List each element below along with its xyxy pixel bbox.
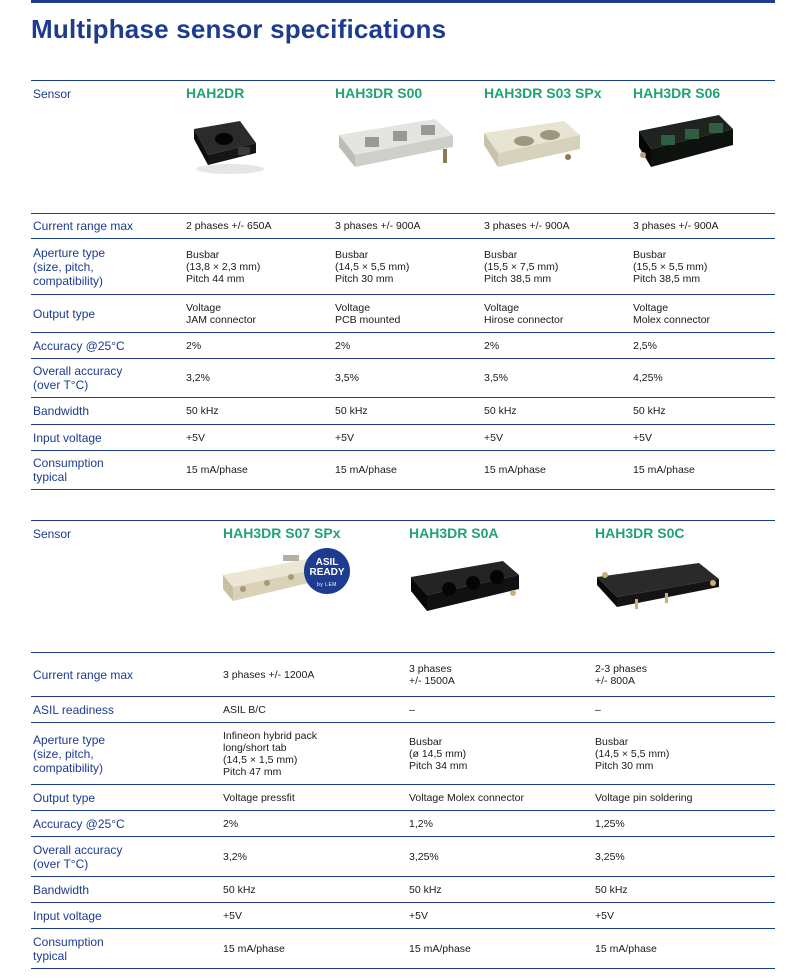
model-name: HAH3DR S03 SPx: [484, 85, 602, 101]
row-current-range: [31, 214, 775, 239]
cell: 15 mA/phase: [631, 451, 775, 490]
cell: +5V: [631, 425, 775, 451]
sensor-col-s0a: [407, 521, 593, 653]
model-name: HAH2DR: [186, 85, 245, 101]
cell: 50 kHz: [221, 877, 407, 903]
cell: +5V: [221, 903, 407, 929]
row-aperture-type: [31, 723, 775, 785]
cell: Voltage pin soldering: [593, 785, 775, 811]
row-label: Consumption typical: [31, 929, 221, 969]
cell: 3,5%: [333, 359, 482, 398]
top-rule: [31, 0, 775, 3]
page-title: Multiphase sensor specifications: [31, 14, 447, 44]
row-label: Consumption typical: [31, 451, 184, 490]
cell: ASIL B/C: [221, 697, 407, 723]
row-label: Bandwidth: [31, 398, 184, 425]
sensor-row: [31, 521, 775, 653]
spec-table-2: [31, 520, 775, 969]
row-label: Input voltage: [31, 903, 221, 929]
sensor-col-hah2dr: [184, 81, 333, 214]
asil-ready-badge: ASIL READY by LEM: [304, 548, 350, 594]
row-input-voltage: [31, 903, 775, 929]
row-label: Bandwidth: [31, 877, 221, 903]
hah2dr-sensor-image: [186, 109, 333, 179]
sensor-col-s03spx: [482, 81, 631, 214]
cell: 50 kHz: [333, 398, 482, 425]
row-aperture-type: [31, 239, 775, 295]
row-input-voltage: [31, 425, 775, 451]
cell: Voltage PCB mounted: [333, 295, 482, 333]
cell: 3 phases +/- 1200A: [221, 653, 407, 697]
cell: 15 mA/phase: [221, 929, 407, 969]
cell: 3 phases +/- 900A: [333, 214, 482, 239]
cell: Busbar (15,5 × 7,5 mm) Pitch 38,5 mm: [482, 239, 631, 295]
cell: Voltage pressfit: [221, 785, 407, 811]
model-name: HAH3DR S07 SPx: [223, 525, 341, 541]
cell: Busbar (14,5 × 5,5 mm) Pitch 30 mm: [333, 239, 482, 295]
cell: 3,2%: [221, 837, 407, 877]
cell: 15 mA/phase: [184, 451, 333, 490]
cell: 50 kHz: [593, 877, 775, 903]
row-label: Input voltage: [31, 425, 184, 451]
cell: Voltage Hirose connector: [482, 295, 631, 333]
cell: 2%: [184, 333, 333, 359]
row-label: Aperture type (size, pitch, compatibility): [31, 239, 184, 295]
sensor-label: Sensor: [31, 81, 184, 214]
row-consumption: [31, 929, 775, 969]
row-accuracy: [31, 333, 775, 359]
cell: 3 phases +/- 900A: [482, 214, 631, 239]
row-label: Current range max: [31, 214, 184, 239]
row-consumption: [31, 451, 775, 490]
row-current-range: [31, 653, 775, 697]
row-label: Overall accuracy (over T°C): [31, 837, 221, 877]
sensor-col-s00: [333, 81, 482, 214]
cell: Voltage JAM connector: [184, 295, 333, 333]
cell: 1,25%: [593, 811, 775, 837]
sensor-col-s06: [631, 81, 775, 214]
row-overall-accuracy: [31, 837, 775, 877]
row-overall-accuracy: [31, 359, 775, 398]
cell: +5V: [593, 903, 775, 929]
cell: 3,25%: [593, 837, 775, 877]
cell: 50 kHz: [184, 398, 333, 425]
model-name: HAH3DR S0C: [595, 525, 685, 541]
cell: Busbar (14,5 × 5,5 mm) Pitch 30 mm: [593, 723, 775, 785]
cell: 50 kHz: [482, 398, 631, 425]
cell: 2-3 phases +/- 800A: [593, 653, 775, 697]
cell: 15 mA/phase: [482, 451, 631, 490]
cell: +5V: [333, 425, 482, 451]
s06-sensor-image: [633, 109, 775, 179]
row-label: Accuracy @25°C: [31, 333, 184, 359]
cell: –: [407, 697, 593, 723]
row-label: Output type: [31, 785, 221, 811]
row-asil-readiness: [31, 697, 775, 723]
s0c-sensor-image: [595, 549, 775, 619]
cell: 4,25%: [631, 359, 775, 398]
cell: +5V: [184, 425, 333, 451]
spec-table-1: [31, 80, 775, 490]
row-label: Accuracy @25°C: [31, 811, 221, 837]
cell: 15 mA/phase: [407, 929, 593, 969]
cell: 1,2%: [407, 811, 593, 837]
sensor-col-s0c: [593, 521, 775, 653]
sensor-row: [31, 81, 775, 214]
cell: +5V: [482, 425, 631, 451]
cell: 3 phases +/- 900A: [631, 214, 775, 239]
model-name: HAH3DR S06: [633, 85, 721, 101]
row-label: Aperture type (size, pitch, compatibility): [31, 723, 221, 785]
sensor-label: Sensor: [31, 521, 221, 653]
cell: 50 kHz: [407, 877, 593, 903]
cell: Infineon hybrid pack long/short tab (14,5 × 1,5 mm) Pitch 47 mm: [221, 723, 407, 785]
cell: 3,2%: [184, 359, 333, 398]
row-label: Output type: [31, 295, 184, 333]
cell: 2%: [482, 333, 631, 359]
cell: 2%: [333, 333, 482, 359]
cell: 2 phases +/- 650A: [184, 214, 333, 239]
cell: 3,5%: [482, 359, 631, 398]
s00-sensor-image: [335, 109, 482, 179]
cell: +5V: [407, 903, 593, 929]
s03spx-sensor-image: [484, 109, 631, 179]
row-bandwidth: [31, 877, 775, 903]
cell: Busbar (ø 14,5 mm) Pitch 34 mm: [407, 723, 593, 785]
cell: 15 mA/phase: [333, 451, 482, 490]
cell: –: [593, 697, 775, 723]
row-output-type: [31, 295, 775, 333]
cell: Voltage Molex connector: [631, 295, 775, 333]
row-output-type: [31, 785, 775, 811]
row-accuracy: [31, 811, 775, 837]
cell: Voltage Molex connector: [407, 785, 593, 811]
row-label: Overall accuracy (over T°C): [31, 359, 184, 398]
cell: 3 phases +/- 1500A: [407, 653, 593, 697]
cell: 2%: [221, 811, 407, 837]
cell: Busbar (15,5 × 5,5 mm) Pitch 38,5 mm: [631, 239, 775, 295]
cell: 50 kHz: [631, 398, 775, 425]
model-name: HAH3DR S0A: [409, 525, 499, 541]
cell: 3,25%: [407, 837, 593, 877]
s0a-sensor-image: [409, 549, 593, 619]
model-name: HAH3DR S00: [335, 85, 423, 101]
row-bandwidth: [31, 398, 775, 425]
cell: 2,5%: [631, 333, 775, 359]
cell: 15 mA/phase: [593, 929, 775, 969]
row-label: Current range max: [31, 653, 221, 697]
row-label: ASIL readiness: [31, 697, 221, 723]
cell: Busbar (13,8 × 2,3 mm) Pitch 44 mm: [184, 239, 333, 295]
